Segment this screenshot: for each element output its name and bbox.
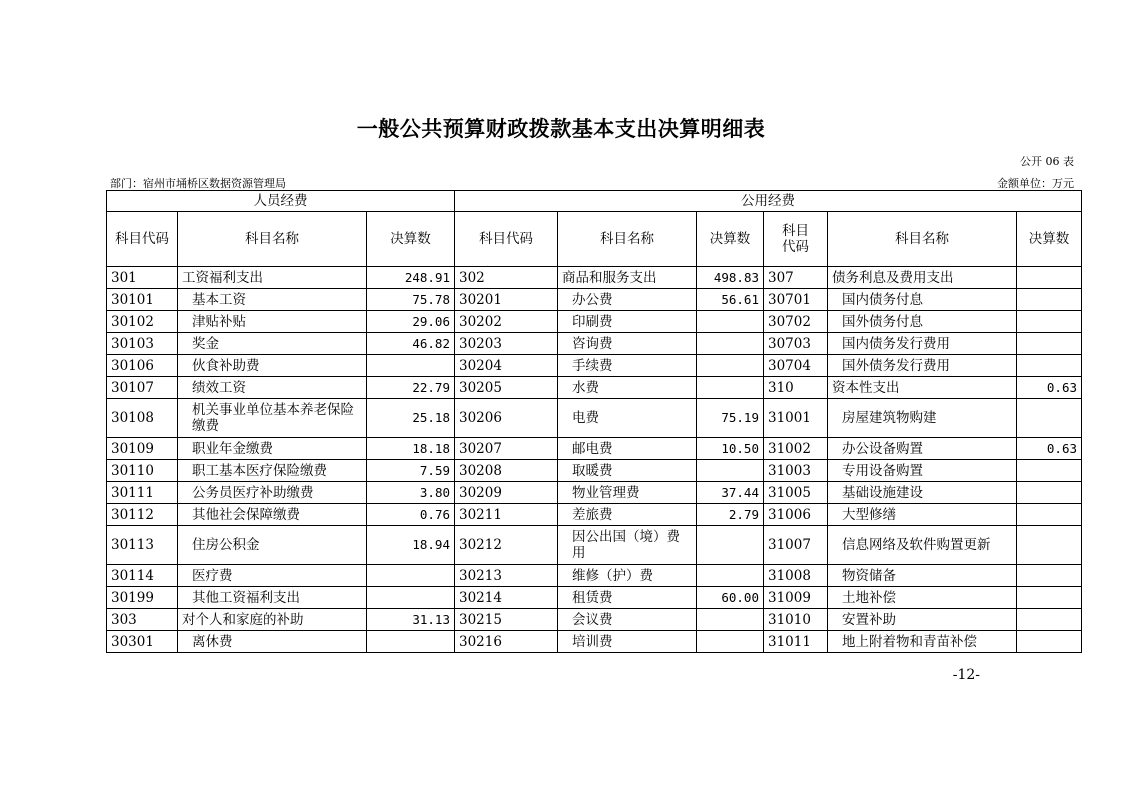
col-header-name: 科目名称 bbox=[178, 212, 367, 267]
amount-cell bbox=[367, 565, 455, 587]
name-cell: 住房公积金 bbox=[178, 526, 367, 565]
code-cell: 307 bbox=[764, 267, 828, 289]
code-cell: 31006 bbox=[764, 504, 828, 526]
code-cell: 31009 bbox=[764, 587, 828, 609]
code-cell: 30102 bbox=[107, 311, 178, 333]
code-cell: 30111 bbox=[107, 482, 178, 504]
name-cell: 医疗费 bbox=[178, 565, 367, 587]
amount-cell: 7.59 bbox=[367, 460, 455, 482]
amount-cell bbox=[697, 333, 764, 355]
code-cell: 30109 bbox=[107, 438, 178, 460]
name-cell: 基础设施建设 bbox=[828, 482, 1017, 504]
column-header-row bbox=[107, 212, 1082, 267]
name-cell: 工资福利支出 bbox=[178, 267, 367, 289]
code-cell: 30199 bbox=[107, 587, 178, 609]
col-header-code: 科目代码 bbox=[764, 212, 828, 267]
table-row bbox=[107, 333, 1082, 355]
code-cell: 31005 bbox=[764, 482, 828, 504]
table-row bbox=[107, 587, 1082, 609]
name-cell: 办公费 bbox=[558, 289, 697, 311]
name-cell: 基本工资 bbox=[178, 289, 367, 311]
code-cell: 30704 bbox=[764, 355, 828, 377]
name-cell: 安置补助 bbox=[828, 609, 1017, 631]
name-cell: 离休费 bbox=[178, 631, 367, 653]
amount-cell bbox=[1017, 587, 1082, 609]
amount-cell bbox=[1017, 565, 1082, 587]
name-cell: 取暖费 bbox=[558, 460, 697, 482]
amount-cell: 2.79 bbox=[697, 504, 764, 526]
department-label: 部门：宿州市埇桥区数据资源管理局 bbox=[110, 177, 286, 190]
group-header-personnel: 人员经费 bbox=[107, 191, 455, 212]
table-row bbox=[107, 526, 1082, 565]
code-cell: 30114 bbox=[107, 565, 178, 587]
table-row bbox=[107, 267, 1082, 289]
code-cell: 310 bbox=[764, 377, 828, 399]
code-cell: 30112 bbox=[107, 504, 178, 526]
col-header-amount: 决算数 bbox=[697, 212, 764, 267]
col-header-code: 科目代码 bbox=[107, 212, 178, 267]
amount-cell bbox=[697, 377, 764, 399]
amount-cell: 22.79 bbox=[367, 377, 455, 399]
name-cell: 物资储备 bbox=[828, 565, 1017, 587]
name-cell: 绩效工资 bbox=[178, 377, 367, 399]
amount-cell bbox=[367, 587, 455, 609]
name-cell: 机关事业单位基本养老保险缴费 bbox=[178, 399, 367, 438]
name-cell: 资本性支出 bbox=[828, 377, 1017, 399]
name-cell: 印刷费 bbox=[558, 311, 697, 333]
name-cell: 国内债务发行费用 bbox=[828, 333, 1017, 355]
code-cell: 30205 bbox=[455, 377, 558, 399]
table-row bbox=[107, 311, 1082, 333]
col-header-code: 科目代码 bbox=[455, 212, 558, 267]
name-cell: 商品和服务支出 bbox=[558, 267, 697, 289]
amount-cell: 248.91 bbox=[367, 267, 455, 289]
amount-cell: 31.13 bbox=[367, 609, 455, 631]
col-header-name: 科目名称 bbox=[828, 212, 1017, 267]
name-cell: 其他社会保障缴费 bbox=[178, 504, 367, 526]
code-cell: 30201 bbox=[455, 289, 558, 311]
table-row bbox=[107, 565, 1082, 587]
amount-cell bbox=[697, 526, 764, 565]
amount-cell bbox=[367, 631, 455, 653]
code-cell: 30103 bbox=[107, 333, 178, 355]
group-header-row bbox=[107, 191, 1082, 212]
name-cell: 奖金 bbox=[178, 333, 367, 355]
amount-cell bbox=[1017, 399, 1082, 438]
amount-cell bbox=[1017, 482, 1082, 504]
amount-cell: 75.78 bbox=[367, 289, 455, 311]
amount-cell bbox=[1017, 526, 1082, 565]
table-row bbox=[107, 460, 1082, 482]
code-cell: 30207 bbox=[455, 438, 558, 460]
code-cell: 30211 bbox=[455, 504, 558, 526]
code-cell: 31008 bbox=[764, 565, 828, 587]
table-row bbox=[107, 438, 1082, 460]
name-cell: 会议费 bbox=[558, 609, 697, 631]
name-cell: 国内债务付息 bbox=[828, 289, 1017, 311]
code-cell: 30213 bbox=[455, 565, 558, 587]
name-cell: 对个人和家庭的补助 bbox=[178, 609, 367, 631]
table-row bbox=[107, 377, 1082, 399]
amount-cell: 10.50 bbox=[697, 438, 764, 460]
code-cell: 30107 bbox=[107, 377, 178, 399]
amount-cell: 0.63 bbox=[1017, 377, 1082, 399]
code-cell: 30206 bbox=[455, 399, 558, 438]
name-cell: 维修（护）费 bbox=[558, 565, 697, 587]
amount-cell: 46.82 bbox=[367, 333, 455, 355]
name-cell: 手续费 bbox=[558, 355, 697, 377]
code-cell: 30702 bbox=[764, 311, 828, 333]
code-cell: 30101 bbox=[107, 289, 178, 311]
amount-cell bbox=[697, 631, 764, 653]
name-cell: 水费 bbox=[558, 377, 697, 399]
name-cell: 专用设备购置 bbox=[828, 460, 1017, 482]
code-cell: 30208 bbox=[455, 460, 558, 482]
table-row bbox=[107, 482, 1082, 504]
name-cell: 公务员医疗补助缴费 bbox=[178, 482, 367, 504]
amount-cell: 56.61 bbox=[697, 289, 764, 311]
table-title: 一般公共预算财政拨款基本支出决算明细表 bbox=[356, 117, 766, 141]
name-cell: 咨询费 bbox=[558, 333, 697, 355]
code-cell: 30209 bbox=[455, 482, 558, 504]
code-cell: 301 bbox=[107, 267, 178, 289]
code-cell: 31011 bbox=[764, 631, 828, 653]
code-cell: 302 bbox=[455, 267, 558, 289]
name-cell: 信息网络及软件购置更新 bbox=[828, 526, 1017, 565]
amount-cell bbox=[367, 355, 455, 377]
name-cell: 津贴补贴 bbox=[178, 311, 367, 333]
code-cell: 31002 bbox=[764, 438, 828, 460]
table-row bbox=[107, 631, 1082, 653]
code-cell: 30216 bbox=[455, 631, 558, 653]
amount-cell: 18.94 bbox=[367, 526, 455, 565]
name-cell: 职业年金缴费 bbox=[178, 438, 367, 460]
table-row bbox=[107, 504, 1082, 526]
group-header-public: 公用经费 bbox=[455, 191, 1082, 212]
amount-cell: 18.18 bbox=[367, 438, 455, 460]
name-cell: 培训费 bbox=[558, 631, 697, 653]
form-number: 公开 06 表 bbox=[1020, 155, 1074, 168]
table-row bbox=[107, 289, 1082, 311]
amount-cell: 0.76 bbox=[367, 504, 455, 526]
amount-cell bbox=[697, 565, 764, 587]
code-cell: 31003 bbox=[764, 460, 828, 482]
amount-cell bbox=[697, 460, 764, 482]
name-cell: 国外债务发行费用 bbox=[828, 355, 1017, 377]
code-cell: 31001 bbox=[764, 399, 828, 438]
code-cell: 30108 bbox=[107, 399, 178, 438]
name-cell: 因公出国（境）费用 bbox=[558, 526, 697, 565]
amount-cell bbox=[1017, 609, 1082, 631]
col-header-amount: 决算数 bbox=[1017, 212, 1082, 267]
amount-cell bbox=[1017, 355, 1082, 377]
amount-cell: 25.18 bbox=[367, 399, 455, 438]
code-cell: 30204 bbox=[455, 355, 558, 377]
code-cell: 30214 bbox=[455, 587, 558, 609]
amount-cell bbox=[697, 355, 764, 377]
amount-unit-label: 金额单位：万元 bbox=[997, 177, 1074, 190]
col-header-amount: 决算数 bbox=[367, 212, 455, 267]
amount-cell: 3.80 bbox=[367, 482, 455, 504]
name-cell: 差旅费 bbox=[558, 504, 697, 526]
name-cell: 地上附着物和青苗补偿 bbox=[828, 631, 1017, 653]
amount-cell bbox=[1017, 504, 1082, 526]
amount-cell: 498.83 bbox=[697, 267, 764, 289]
name-cell: 国外债务付息 bbox=[828, 311, 1017, 333]
name-cell: 邮电费 bbox=[558, 438, 697, 460]
amount-cell bbox=[1017, 311, 1082, 333]
code-cell: 30110 bbox=[107, 460, 178, 482]
page-number: -12- bbox=[952, 667, 980, 683]
code-cell: 30703 bbox=[764, 333, 828, 355]
amount-cell bbox=[1017, 267, 1082, 289]
table-row bbox=[107, 399, 1082, 438]
code-cell: 30113 bbox=[107, 526, 178, 565]
name-cell: 其他工资福利支出 bbox=[178, 587, 367, 609]
name-cell: 电费 bbox=[558, 399, 697, 438]
table-row bbox=[107, 609, 1082, 631]
amount-cell bbox=[697, 311, 764, 333]
code-cell: 31007 bbox=[764, 526, 828, 565]
code-cell: 30212 bbox=[455, 526, 558, 565]
code-cell: 30301 bbox=[107, 631, 178, 653]
amount-cell: 60.00 bbox=[697, 587, 764, 609]
name-cell: 租赁费 bbox=[558, 587, 697, 609]
name-cell: 办公设备购置 bbox=[828, 438, 1017, 460]
amount-cell: 75.19 bbox=[697, 399, 764, 438]
code-cell: 30203 bbox=[455, 333, 558, 355]
amount-cell bbox=[1017, 333, 1082, 355]
code-cell: 303 bbox=[107, 609, 178, 631]
name-cell: 物业管理费 bbox=[558, 482, 697, 504]
name-cell: 房屋建筑物购建 bbox=[828, 399, 1017, 438]
amount-cell: 29.06 bbox=[367, 311, 455, 333]
amount-cell: 0.63 bbox=[1017, 438, 1082, 460]
name-cell: 债务利息及费用支出 bbox=[828, 267, 1017, 289]
amount-cell: 37.44 bbox=[697, 482, 764, 504]
name-cell: 土地补偿 bbox=[828, 587, 1017, 609]
col-header-name: 科目名称 bbox=[558, 212, 697, 267]
code-cell: 31010 bbox=[764, 609, 828, 631]
amount-cell bbox=[1017, 631, 1082, 653]
amount-cell bbox=[697, 609, 764, 631]
code-cell: 30215 bbox=[455, 609, 558, 631]
code-cell: 30202 bbox=[455, 311, 558, 333]
code-cell: 30106 bbox=[107, 355, 178, 377]
table-row bbox=[107, 355, 1082, 377]
name-cell: 职工基本医疗保险缴费 bbox=[178, 460, 367, 482]
amount-cell bbox=[1017, 460, 1082, 482]
name-cell: 大型修缮 bbox=[828, 504, 1017, 526]
code-cell: 30701 bbox=[764, 289, 828, 311]
expenditure-table bbox=[106, 190, 1082, 653]
amount-cell bbox=[1017, 289, 1082, 311]
name-cell: 伙食补助费 bbox=[178, 355, 367, 377]
